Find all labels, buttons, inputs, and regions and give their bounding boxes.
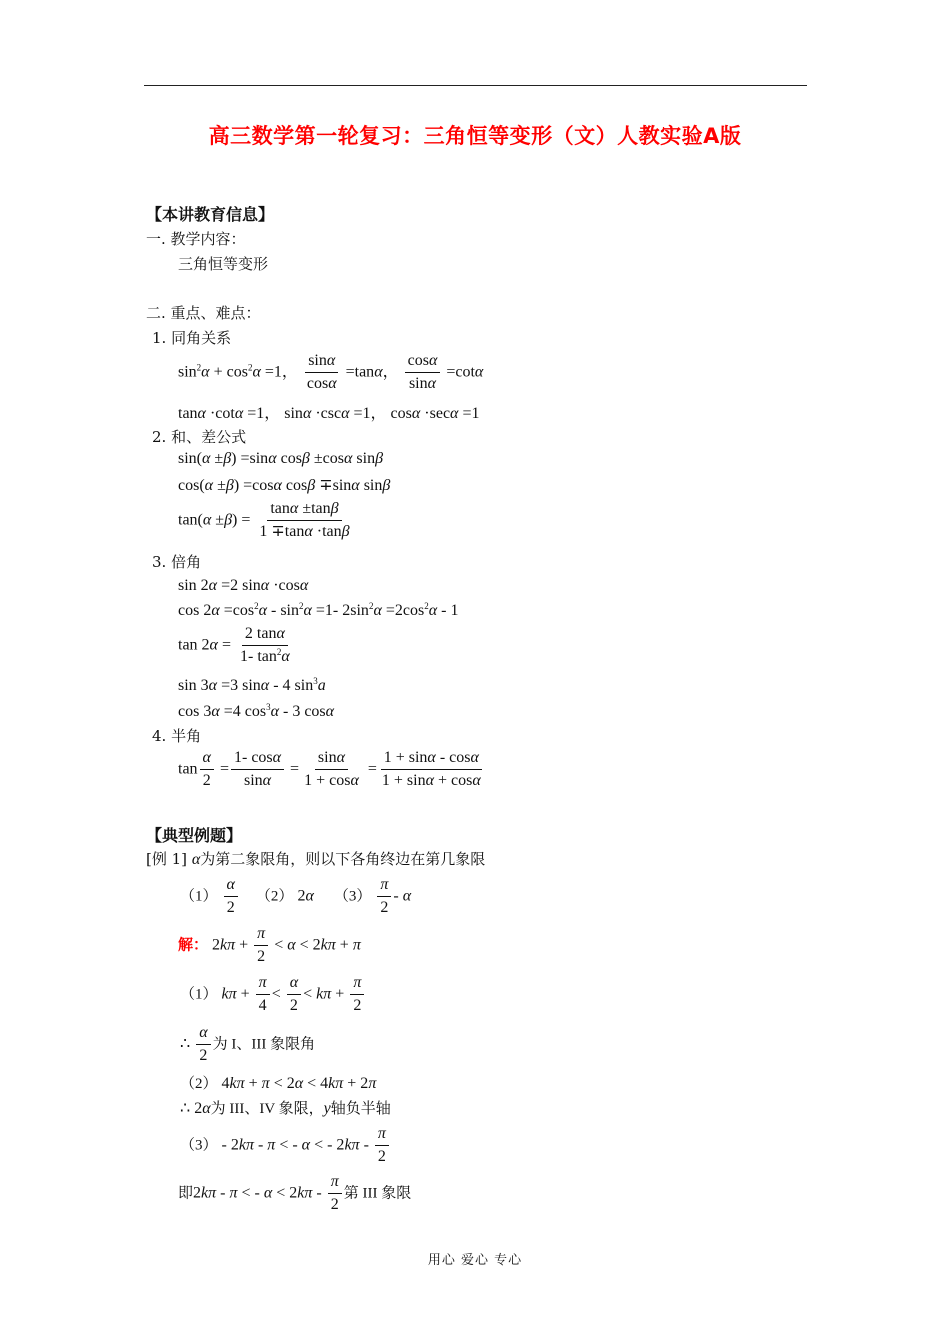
solution-part3: （3） - 2kπ - π < - α < - 2kπ - $\frac{\pi}{2}$ xyxy=(180,1125,391,1167)
example-1-prompt: [例 1] α为第二象限角，则以下各角终边在第几象限 xyxy=(146,850,486,868)
conclusion-part2: ∴ 2α为 III、IV 象限，y轴负半轴 xyxy=(180,1100,391,1117)
section-heading-examples: 【典型例题】 xyxy=(146,826,243,845)
item-half-angle: 4. 半角 xyxy=(152,727,202,745)
solution-range: 解： 2kπ + $\frac{\pi}{2}$ < α < 2kπ + π xyxy=(178,925,361,966)
formula-sin-double: sin 2α =2 sinα ·cosα xyxy=(178,577,309,594)
formula-cos-double: $\cos 2\alpha =\cos^2\alpha - \sin^2\alpha =1-$ $2\sin^2\alpha =2\cos^2\alpha - 1$ xyxy=(178,601,459,619)
document-title: 高三数学第一轮复习：三角恒等变形（文）人教实验A版 xyxy=(208,124,742,148)
formula-reciprocal: tanα ·cotα =1， sinα ·cscα =1， cosα ·secα =1 xyxy=(178,405,480,422)
conclusion-part3: 即2kπ - π < - α < 2kπ - $\frac{\pi}{2}$ 第 III 象限 xyxy=(178,1173,412,1214)
section-heading-info: 【本讲教育信息】 xyxy=(146,205,275,224)
example-1-text: 为第二象限角，则以下各角终边在第几象限 xyxy=(200,850,486,868)
formula-sin-sum: sin(α ±β) =sinα cosβ ±cosα sinβ xyxy=(178,450,384,467)
conclusion-part1: ∴ $\frac{\alpha}{2}$ 为 I、III 象限角 xyxy=(180,1024,316,1065)
solution-part2: （2） 4kπ + π < 2α < 4kπ + 2π xyxy=(180,1075,377,1092)
example-1-tag: [例 1] xyxy=(146,850,188,868)
formula-tan-half: tan $\frac{\alpha}{2}$ = $\frac{1- \cos\alpha}{\sin\alpha}$ = $\frac{\sin\alpha}{1 + \cos\alpha}$ = $\frac{1 + \sin\alpha - \cos\alpha}{1 + \sin\alpha + \cos\alpha}$ xyxy=(178,749,481,790)
formula-pythagorean: $\sin^2\alpha + \cos^2\alpha =1$， $\frac{\sin\alpha}{\cos\alpha}$ =tanα， $\frac{\cos\alpha}{\sin\alpha}$ =cotα xyxy=(178,352,484,393)
formula-tan-sum: tan(α ±β) = $\frac{\tan\alpha \pm\tan\beta}{1 \mp\tan\alpha \cdot\tan\beta}$ xyxy=(178,500,350,541)
teaching-content-text: 三角恒等变形 xyxy=(178,255,269,273)
item-same-angle: 1. 同角关系 xyxy=(152,329,232,347)
example-1-parts: （1） $\frac{\alpha}{2}$ （2） 2α （3） $\frac{\pi}{2}$ - α xyxy=(180,876,412,917)
page-footer: 用心 爱心 专心 xyxy=(427,1253,523,1268)
formula-sin-triple: sin 3α =3 sinα - 4 $\sin^3a$ xyxy=(178,676,326,694)
item-double-angle: 3. 倍角 xyxy=(152,553,202,571)
formula-cos-sum: cos(α ±β) =cosα cosβ ∓sinα sinβ xyxy=(178,477,391,494)
key-points-label: 二. 重点、难点： xyxy=(146,304,261,322)
formula-cos-triple: cos 3α =4 $\cos^3\alpha - 3$ cosα xyxy=(178,702,335,720)
solution-label: 解： xyxy=(178,935,209,954)
teaching-content-label: 一. 教学内容： xyxy=(146,230,246,248)
item-sum-difference: 2. 和、差公式 xyxy=(152,428,247,446)
header-rule xyxy=(144,85,807,86)
formula-tan-double: tan 2α = $\frac{2 \tan\alpha}{1- \tan^2\alpha}$ xyxy=(178,625,290,666)
solution-part1: （1） kπ + $\frac{\pi}{4}$ < $\frac{\alpha}{2}$ < kπ + $\frac{\pi}{2}$ xyxy=(180,974,366,1016)
